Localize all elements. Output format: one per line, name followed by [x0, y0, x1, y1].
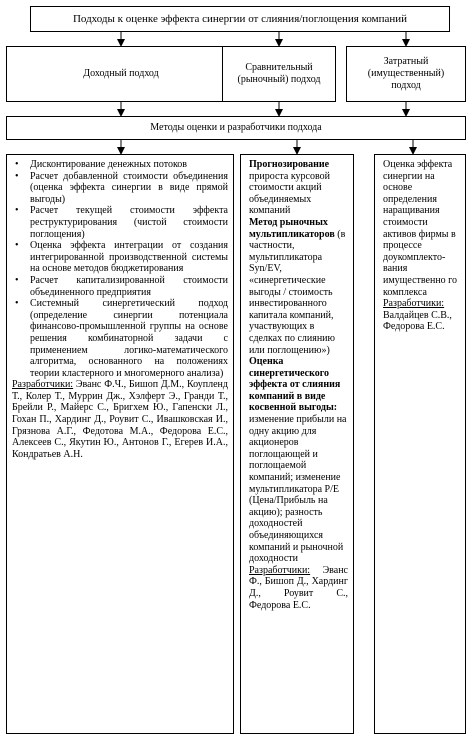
methods-box-label: Методы оценки и разработчики подхода — [150, 122, 322, 133]
market-multipliers — [249, 217, 348, 356]
market-developers-label: Разработчики: — [249, 564, 311, 576]
bullet-icon: • — [15, 274, 19, 286]
market-multipliers-text: (в частности, мультипликатора Syn/EV, «синергетические выгоды / стоимость инвестированного капитала компаний, участвующих в сделках по слиянию или поглощению») — [249, 228, 346, 356]
income-item-1: Дисконтирование денежных потоков — [30, 159, 188, 170]
approach-income-box — [6, 46, 236, 102]
bullet-icon: • — [15, 205, 19, 217]
market-forecasting-text: прироста курсовой стоимости акций объединяемых компаний — [249, 170, 330, 217]
list-item — [12, 240, 228, 275]
approach-cost-box — [346, 46, 466, 102]
market-forecasting — [249, 159, 348, 217]
income-item-2: Расчет добавленной стоимости объединения (оценка эффекта синергии в виде прямой выгоды) — [30, 170, 228, 205]
list-item — [12, 159, 228, 171]
cost-method: Оценка эффекта синергии на основе определения наращивания стоимости активов фирмы в процессе доукомплекто-вания имущественно го комплекса — [383, 159, 458, 298]
income-developers — [12, 379, 228, 460]
market-forecasting-title: Прогнозирование — [249, 159, 330, 170]
bullet-icon: • — [15, 170, 19, 182]
income-developers-text: Эванс Ф.Ч., Бишоп Д.М., Коупленд Т., Колер Т., Муррин Дж., Хэлферт Э., Гранди Т., Брейли Р., Майерс С., Бригхем Ю., Гапенски Л., Гохан П., Хардинг Д., Роувит С., Ивашковская И., Грязнова А.Г., Федотова М.А., Федорова Е.С., Алексеев С., Якутин Ю., Антонов Г., Егерев И.А., Кондратьев А.Н. — [12, 379, 228, 460]
bullet-icon: • — [15, 159, 19, 170]
market-methods-box — [240, 154, 354, 734]
bullet-icon: • — [15, 298, 19, 310]
approach-income-label: Доходный подход — [83, 68, 159, 79]
approach-cost-label: Затратный (имущественный) подход — [367, 56, 445, 91]
approach-market-label: Сравнительный (рыночный) подход — [237, 62, 321, 85]
income-methods-box — [6, 154, 234, 734]
income-item-3: Расчет текущей стоимости эффекта реструктурирования (чистой стоимости поглощения) — [30, 205, 228, 240]
income-item-5: Расчет капитализированной стоимости объединенного предприятия — [30, 274, 228, 298]
income-methods-list — [12, 159, 228, 379]
list-item — [12, 205, 228, 240]
cost-developers-label: Разработчики: — [383, 298, 445, 310]
top-box-label: Подходы к оценке эффекта синергии от слияния/поглощения компаний — [72, 13, 408, 25]
cost-methods-box — [374, 154, 466, 734]
approach-market-box — [222, 46, 336, 102]
market-developers — [249, 565, 348, 611]
methods-box — [6, 116, 466, 140]
list-item — [12, 275, 228, 298]
cost-developers — [383, 298, 461, 333]
market-multipliers-title: Метод рыночных мультипликаторов — [249, 216, 335, 240]
bullet-icon: • — [15, 240, 19, 252]
income-item-4: Оценка эффекта интеграции от создания интегрированной производственной системы на основе методов бюджетирования — [30, 240, 228, 275]
cost-developers-text: Валдайцев С.В., Федорова Е.С. — [383, 309, 452, 333]
market-indirect-text: изменение прибыли на одну акцию для акционеров поглощающей и поглощаемой компаний; изменение мультипликатора P/E (Цена/Прибыль на акцию); разность доходностей объединяющихся компаний и рыночной доходности — [249, 414, 347, 565]
market-developers-text: Эванс Ф., Бишоп Д., Хардинг Д., Роувит С., Федорова Е.С. — [249, 564, 348, 611]
top-box — [30, 6, 450, 32]
list-item — [12, 171, 228, 206]
income-developers-label: Разработчики: — [12, 379, 74, 391]
list-item — [12, 298, 228, 379]
market-indirect — [249, 356, 348, 565]
income-item-6: Системный синергетический подход (определение синергии потенциала финансово-промышленной группы на основе решения комбинаторной задачи с применением логико-математического алгоритма, основанного на положениях теории кластерного и многомерного анализа) — [30, 298, 228, 379]
market-indirect-title: Оценка синергетического эффекта от слияния компаний в виде косвенной выгоды: — [249, 356, 341, 414]
